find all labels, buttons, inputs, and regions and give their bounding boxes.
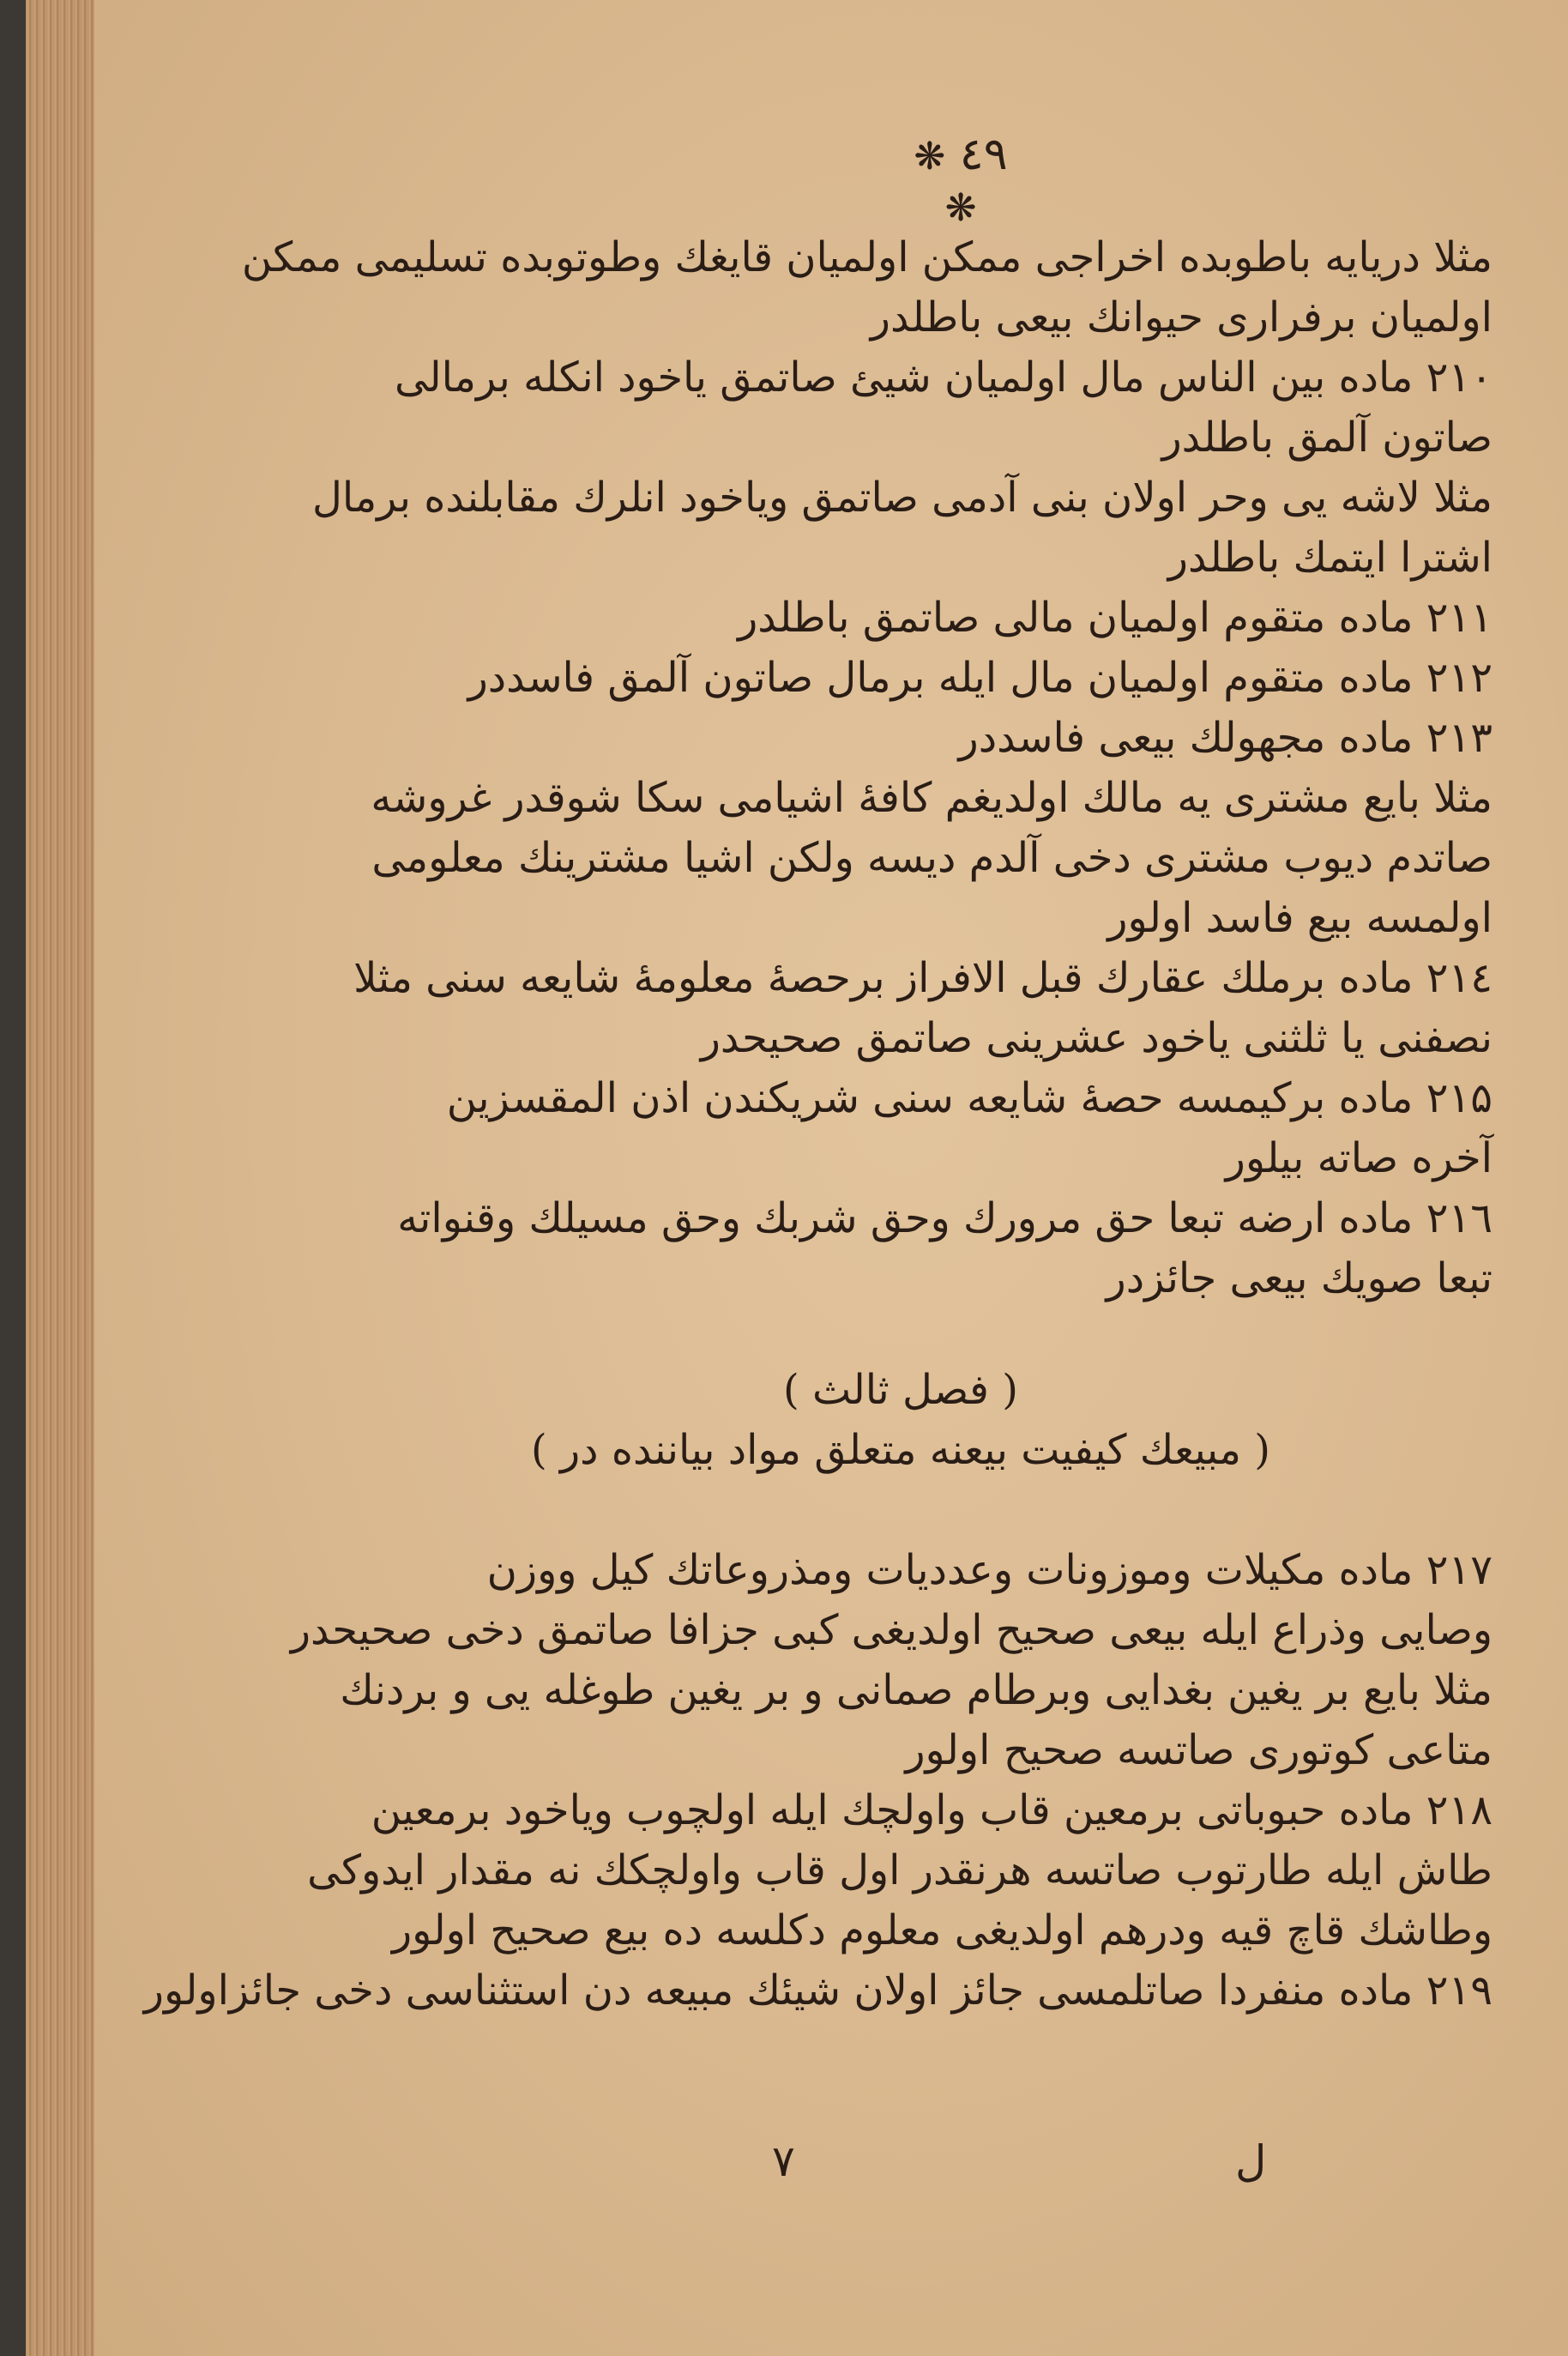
text-line: طاش ایله طارتوب صاتسه هرنقدر اول قاب واولچکك نه مقدار ایدوکی xyxy=(307,1846,1493,1894)
text-line: نصفنی یا ثلثنی یاخود عشرینی صاتمق صحیحدر xyxy=(700,1014,1493,1062)
text-line: صاتدم دیوب مشتری دخی آلدم دیسه ولکن اشیا مشترینك معلومی xyxy=(371,834,1493,882)
text-line: آخره صاته بیلور xyxy=(1225,1134,1493,1182)
page-number xyxy=(892,129,1029,232)
text-line: مثلا دریایه باطوبده اخراجی ممکن اولمیان قایغك وطوتوبده تسلیمی ممکن xyxy=(241,233,1493,281)
text-line: مثلا لاشه یی وحر اولان بنی آدمی صاتمق ویاخود انلرك مقابلنده برمال xyxy=(311,474,1493,522)
text-line: متاعی کوتوری صاتسه صحیح اولور xyxy=(905,1726,1493,1774)
article-line: ۲۱۰ ماده بین الناس مال اولمیان شیئ صاتمق یاخود انکله برمالی xyxy=(395,353,1493,402)
section-heading: ( فصل ثالث ) xyxy=(783,1366,1018,1414)
article-line: ۲۱۹ ماده منفردا صاتلمسی جائز اولان شیئك مبیعه دن استثناسی دخی جائزاولور xyxy=(143,1966,1493,2015)
article-line: ۲۱۸ ماده حبوباتی برمعین قاب واولچك ایله اولچوب ویاخود برمعین xyxy=(371,1786,1493,1834)
signature-mark-left: ٧ xyxy=(772,2136,795,2186)
text-line: اشترا ایتمك باطلدر xyxy=(1167,534,1493,582)
text-line: اولمیان برفراری حیوانك بیعی باطلدر xyxy=(870,293,1493,341)
text-line: وصایی وذراع ایله بیعی صحیح اولدیغی کبی جزافا صاتمق دخی صحیحدر xyxy=(290,1606,1493,1654)
article-line: ۲۱۳ ماده مجهولك بیعی فاسددر xyxy=(958,714,1493,762)
signature-mark-right: ل xyxy=(1235,2136,1267,2186)
article-line: ۲۱٦ ماده ارضه تبعا حق مرورك وحق شربك وحق مسیلك وقنواته xyxy=(397,1194,1493,1242)
text-line: مثلا بایع مشتری یه مالك اولدیغم کافهٔ اشیامی سکا شوقدر غروشه xyxy=(371,774,1493,822)
text-line: مثلا بایع بر یغین بغدایی وبرطام صمانی و بر یغین طوغله یی و بردنك xyxy=(340,1666,1493,1714)
ornament-left-icon: ❋ xyxy=(914,135,946,178)
section-subheading: ( مبیعك کیفیت بیعنه متعلق مواد بیاننده در ) xyxy=(531,1426,1270,1474)
text-line: تبعا صویك بیعی جائزدر xyxy=(1106,1254,1493,1302)
article-line: ۲۱٤ ماده برملك عقارك قبل الافراز برحصهٔ معلومهٔ شایعه سنی مثلا xyxy=(353,954,1493,1002)
article-line: ۲۱۵ ماده برکیمسه حصهٔ شایعه سنی شریکندن اذن المقسزین xyxy=(446,1074,1493,1122)
text-line: صاتون آلمق باطلدر xyxy=(1161,414,1493,462)
ornament-right-icon: ❋ xyxy=(944,186,977,230)
page-number-value: ٤٩ xyxy=(959,129,1008,180)
page-edges xyxy=(26,0,96,2356)
text-line: اولمسه بیع فاسد اولور xyxy=(1107,894,1493,942)
article-line: ۲۱۱ ماده متقوم اولمیان مالی صاتمق باطلدر xyxy=(738,594,1493,642)
article-line: ۲۱۲ ماده متقوم اولمیان مال ایله برمال صاتون آلمق فاسددر xyxy=(467,654,1493,702)
text-line: وطاشك قاچ قیه ودرهم اولدیغی معلوم دکلسه ده بیع صحیح اولور xyxy=(391,1906,1493,1954)
article-line: ۲۱۷ ماده مکیلات وموزونات وعددیات ومذروعاتك کیل ووزن xyxy=(486,1546,1493,1594)
